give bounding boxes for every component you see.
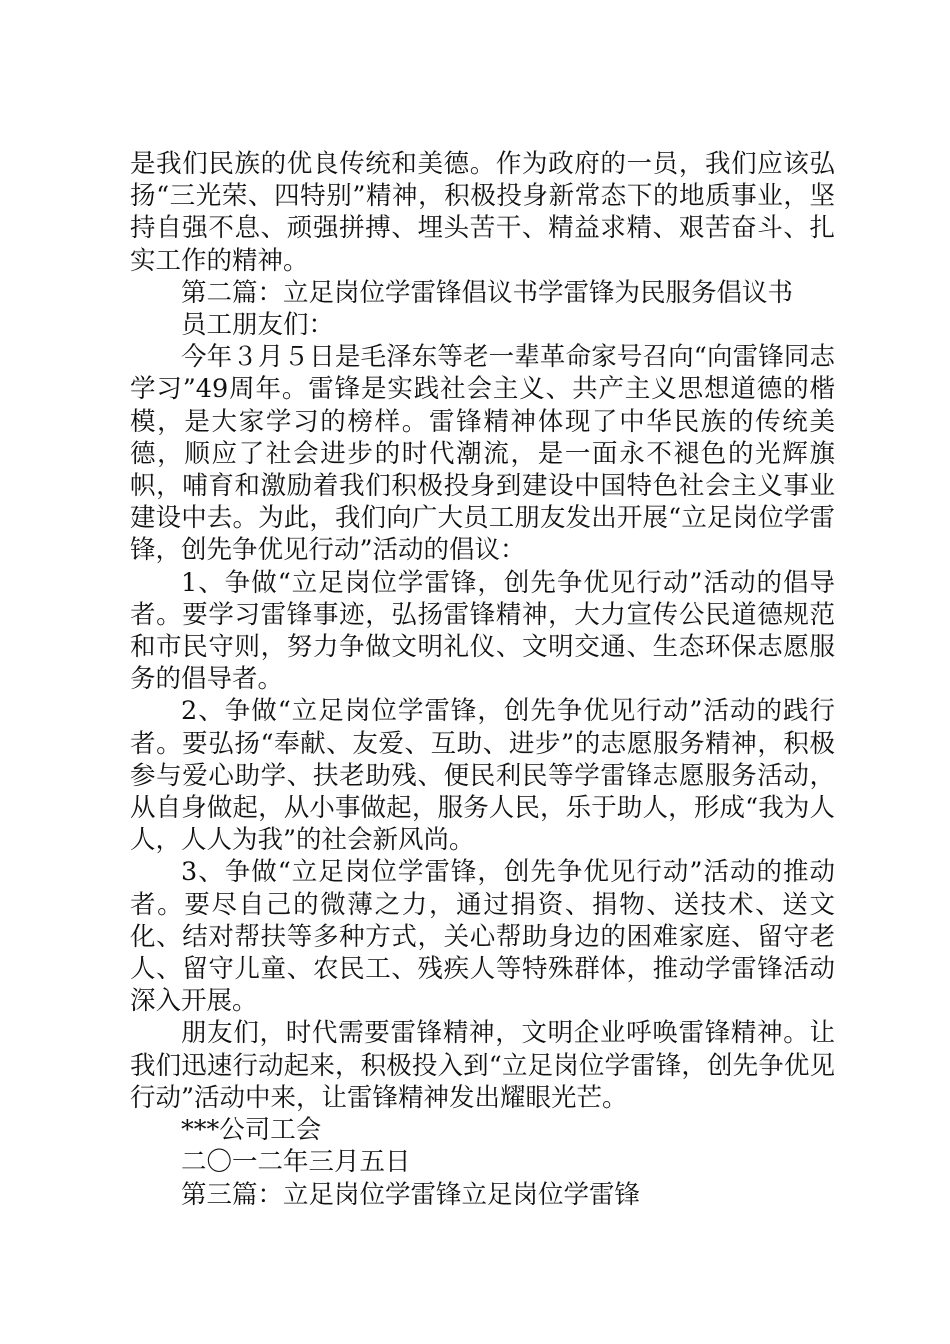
- signature-date: 二〇一二年三月五日: [181, 1147, 411, 1178]
- paragraph-closing: 朋友们，时代需要雷锋精神，文明企业呼唤雷锋精神。让我们迅速行动起来，积极投入到“立足岗位学雷锋，创先争优见行动”活动中来，让雷锋精神发出耀眼光芒。: [130, 1018, 835, 1113]
- section-heading-3: 第三篇：立足岗位学雷锋立足岗位学雷锋: [181, 1179, 641, 1210]
- salutation: 员工朋友们：: [181, 310, 335, 341]
- paragraph-item-2: 2、争做“立足岗位学雷锋，创先争优见行动”活动的践行者。要弘扬“奉献、友爱、互助、进步”的志愿服务精神，积极参与爱心助学、扶老助残、便民利民等学雷锋志愿服务活动，从自身做起，从小事做起，服务人民，乐于助人，形成“我为人人，人人为我”的社会新风尚。: [130, 696, 835, 856]
- paragraph-item-1: 1、争做“立足岗位学雷锋，创先争优见行动”活动的倡导者。要学习雷锋事迹，弘扬雷锋精神，大力宣传公民道德规范和市民守则，努力争做文明礼仪、文明交通、生态环保志愿服务的倡导者。: [130, 567, 835, 695]
- section-heading-2: 第二篇：立足岗位学雷锋倡议书学雷锋为民服务倡议书: [181, 277, 794, 308]
- signature-organization: ***公司工会: [181, 1115, 322, 1146]
- paragraph-intro: 今年３月５日是毛泽东等老一辈革命家号召向“向雷锋同志学习”49周年。雷锋是实践社会主义、共产主义思想道德的楷模，是大家学习的榜样。雷锋精神体现了中华民族的传统美德，顺应了社会进步的时代潮流，是一面永不褪色的光辉旗帜，哺育和激励着我们积极投身到建设中国特色社会主义事业建设中去。为此，我们向广大员工朋友发出开展“立足岗位学雷锋，创先争优见行动”活动的倡议：: [130, 342, 835, 566]
- paragraph-item-3: 3、争做“立足岗位学雷锋，创先争优见行动”活动的推动者。要尽自己的微薄之力，通过捐资、捐物、送技术、送文化、结对帮扶等多种方式，关心帮助身边的困难家庭、留守老人、留守儿童、农民工、残疾人等特殊群体，推动学雷锋活动深入开展。: [130, 857, 835, 1017]
- document-page: [130, 148, 835, 1211]
- paragraph-continuation: 是我们民族的优良传统和美德。作为政府的一员，我们应该弘扬“三光荣、四特别”精神，积极投身新常态下的地质事业，坚持自强不息、顽强拼搏、埋头苦干、精益求精、艰苦奋斗、扎实工作的精神。: [130, 149, 835, 276]
